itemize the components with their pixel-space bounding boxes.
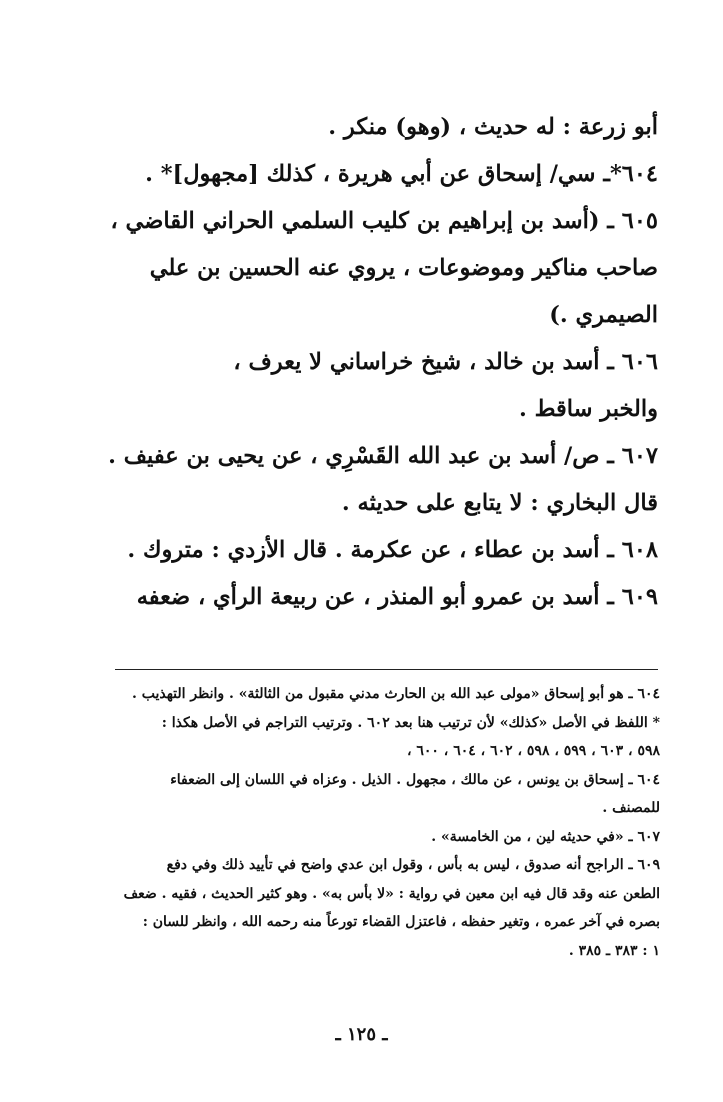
footnote-line: ٦٠٤ ـ هو أبو إسحاق «مولى عبد الله بن الحارث مدني مقبول من الثالثة» . وانظر التهذيب .	[131, 686, 660, 702]
main-line: أبو زرعة : له حديث ، (وهو) منكر .	[328, 114, 658, 140]
footnotes	[108, 680, 660, 965]
main-line: ٦٠٧ ـ ص/ أسد بن عبد الله القَسْرِي ، عن يحيى بن عفيف .	[108, 443, 658, 469]
footnote-line: ٦٠٧ ـ «في حديثه لين ، من الخامسة» .	[431, 828, 660, 845]
main-line: ٦٠٩ ـ أسد بن عمرو أبو المنذر ، عن ربيعة الرأي ، ضعفه	[136, 584, 658, 610]
footnote-line: ١ : ٣٨٣ ـ ٣٨٥ .	[568, 942, 660, 959]
footnote-line: ٦٠٤ ـ إسحاق بن يونس ، عن مالك ، مجهول . الذيل . وعزاه في اللسان إلى الضعفاء	[170, 771, 660, 788]
main-line: ٦٠٦ ـ أسد بن خالد ، شيخ خراساني لا يعرف ،	[233, 349, 658, 375]
footnote-line: * اللفظ في الأصل «كذلك» لأن ترتيب هنا بعد ٦٠٢ . وترتيب التراجم في الأصل هكذا :	[161, 714, 660, 731]
page-number: ـ ١٢٥ ـ	[335, 1024, 388, 1045]
main-line: الصيمري .)	[549, 302, 658, 328]
footnote-line: بصره في آخر عمره ، وتغير حفظه ، فاعتزل القضاء تورعاً منه رحمه الله ، وانظر للسان :	[142, 914, 660, 930]
footnote-line: للمصنف .	[602, 800, 660, 816]
main-line: ٦٠٨ ـ أسد بن عطاء ، عن عكرمة . قال الأزدي : متروك .	[127, 537, 658, 563]
main-line: والخبر ساقط .	[518, 396, 658, 422]
footnote-line: ٥٩٨ ، ٦٠٣ ، ٥٩٩ ، ٥٩٨ ، ٦٠٢ ، ٦٠٤ ، ٦٠٠ ،	[406, 743, 660, 759]
footnote-line: الطعن عنه وقد قال فيه ابن معين في رواية : «لا بأس به» . وهو كثير الحديث ، فقيه . ضعف	[123, 885, 660, 902]
footnote-divider	[115, 669, 658, 670]
main-line: ٦٠٥ ـ (أسد بن إبراهيم بن كليب السلمي الحراني القاضي ،	[110, 208, 658, 234]
main-line: قال البخاري : لا يتابع على حديثه .	[341, 490, 658, 516]
footnote-line: ٦٠٩ ـ الراجح أنه صدوق ، ليس به بأس ، وقول ابن عدي واضح في تأييد ذلك وفي دفع	[166, 857, 660, 873]
main-line: ٦٠٤*ـ سي/ إسحاق عن أبي هريرة ، كذلك [مجهول]* .	[145, 161, 658, 187]
main-text	[96, 104, 658, 621]
main-line: صاحب مناكير وموضوعات ، يروي عنه الحسين بن علي	[149, 255, 658, 281]
